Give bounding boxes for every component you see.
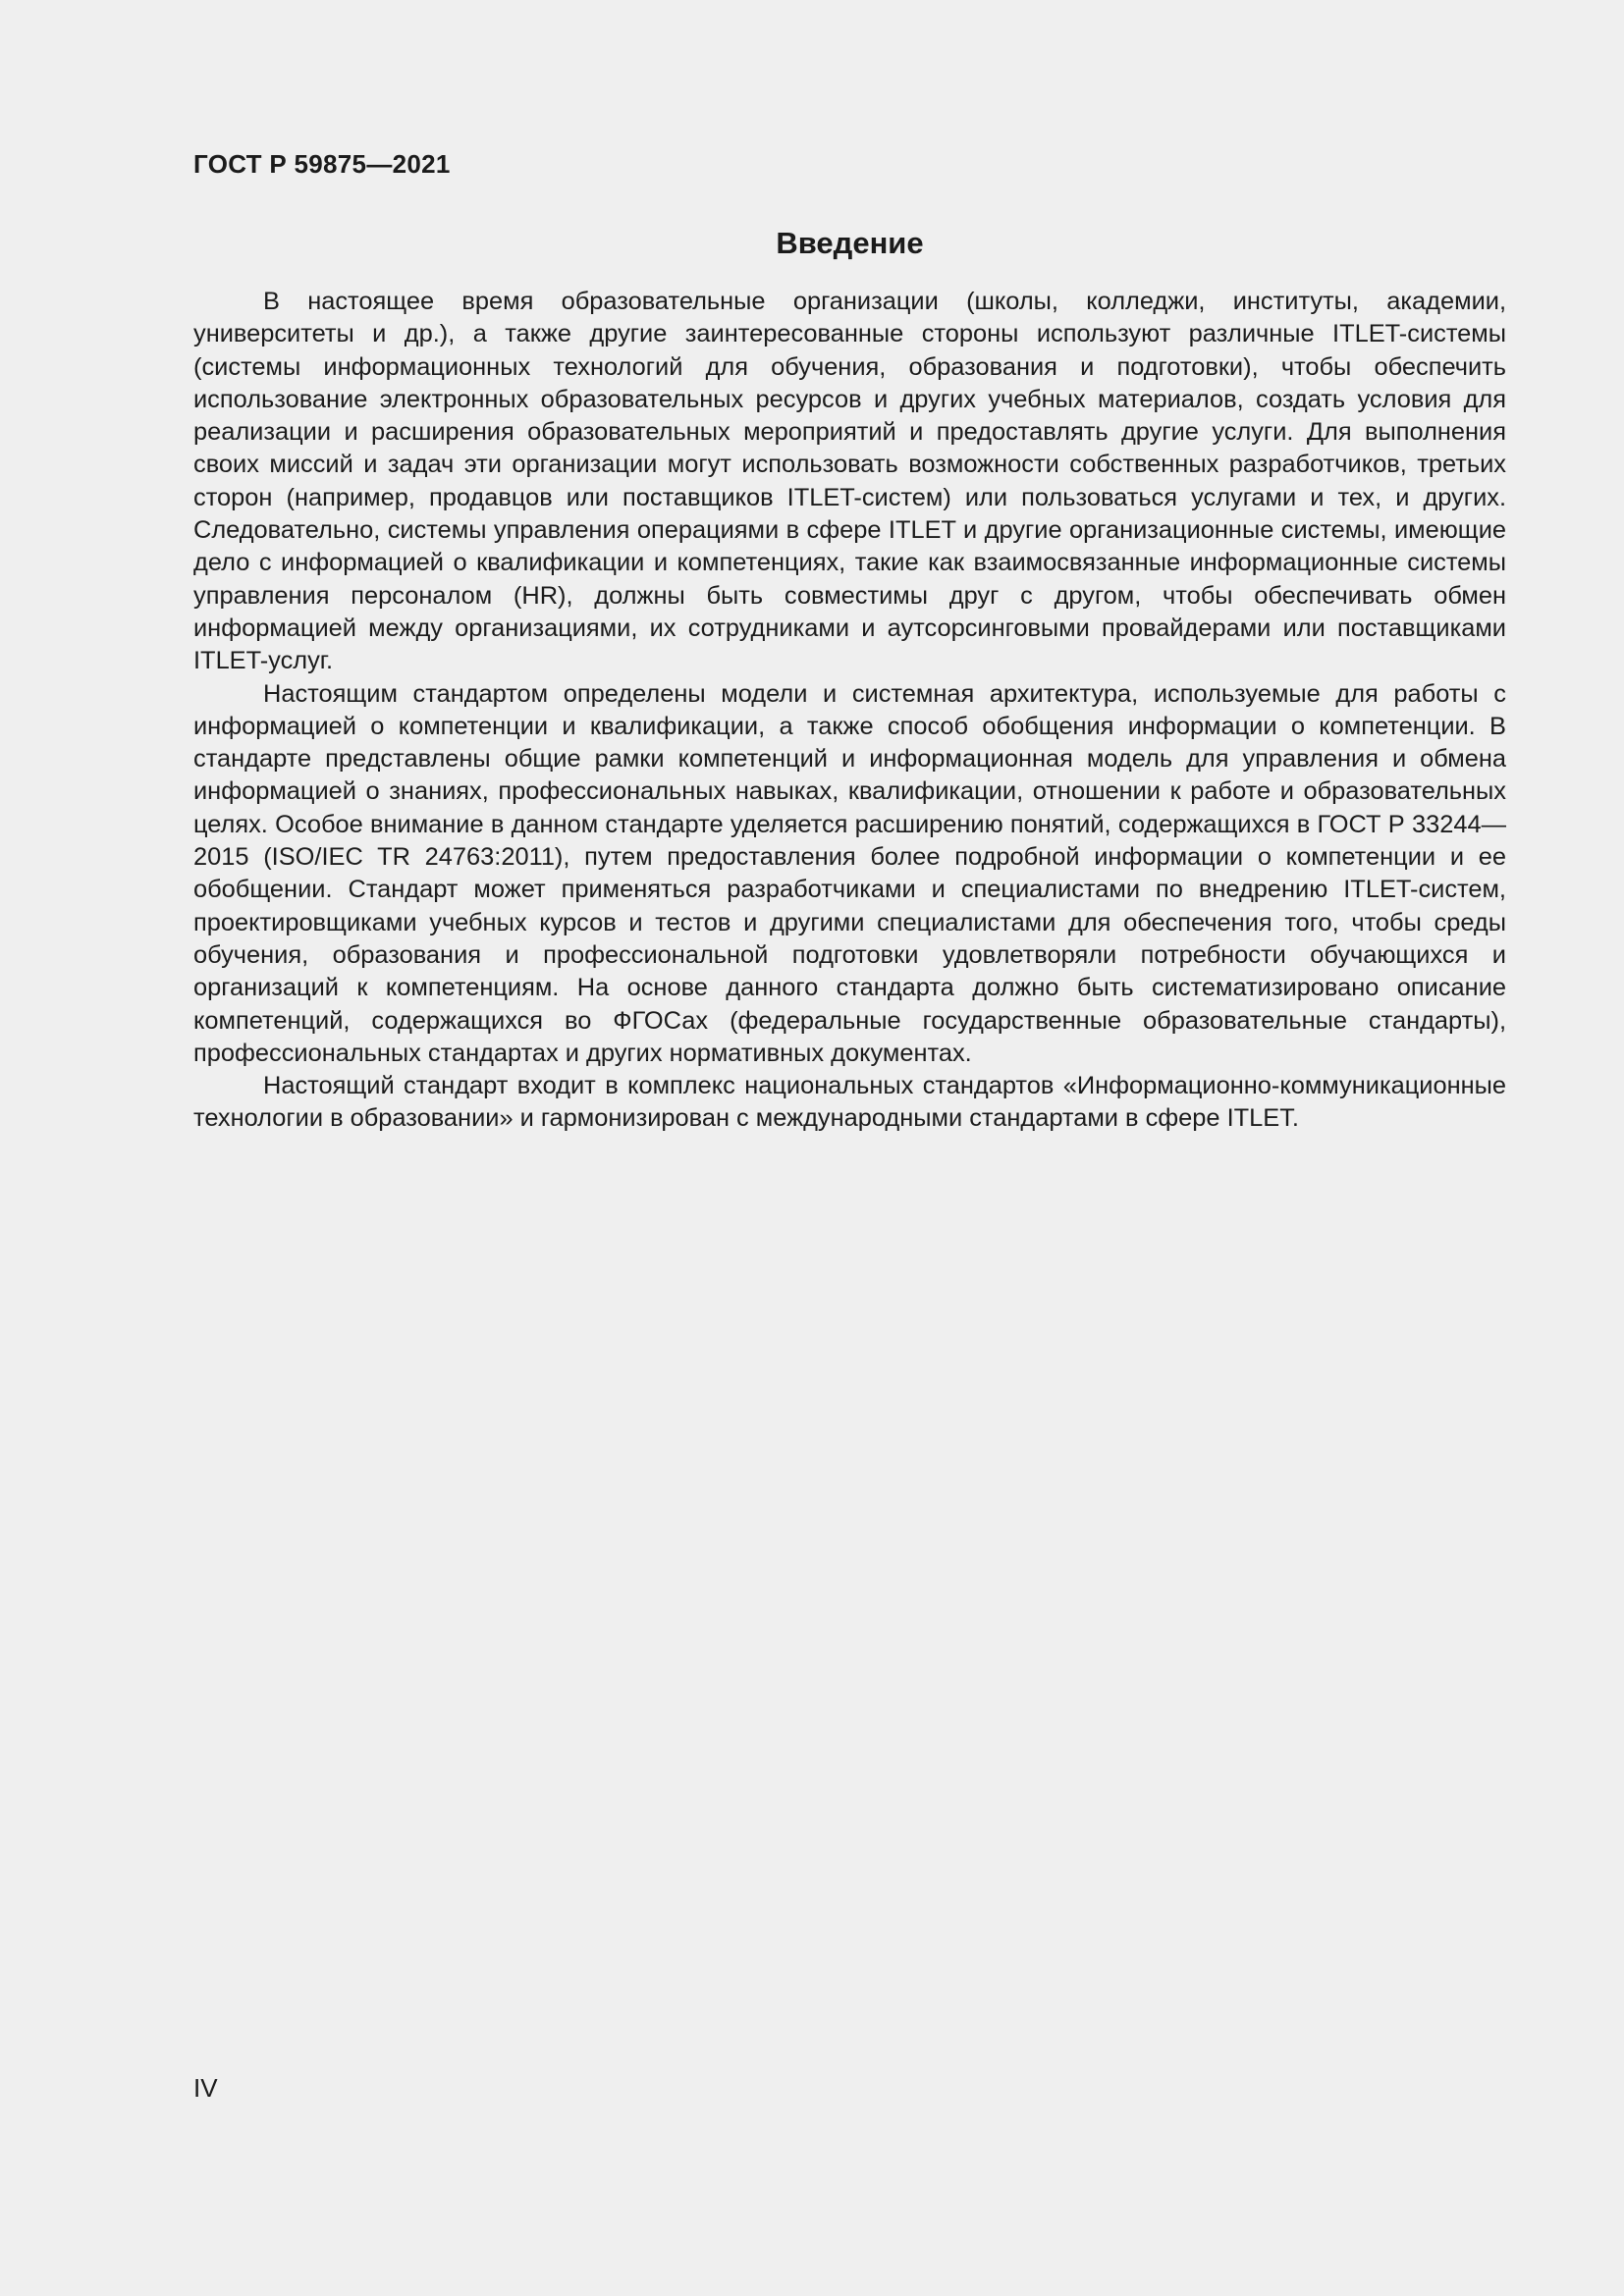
section-body [193,286,1506,1136]
page-number: IV [193,2073,218,2103]
paragraph-1: В настоящее время образовательные организации (школы, колледжи, институты, академии, университеты и др.), а также другие заинтересованные стороны используют различные ITLET-системы (системы информационных технологий для обучения, образования и подготовки), чтобы обеспечить использование электронных образовательных ресурсов и других учебных материалов, создать условия для реализации и расширения образовательных мероприятий и предоставлять другие услуги. Для выполнения своих миссий и задач эти организации могут использовать возможности собственных разработчиков, третьих сторон (например, продавцов или поставщиков ITLET-систем) или пользоваться услугами и тех, и других. Следовательно, системы управления операциями в сфере ITLET и другие организационные системы, имеющие дело с информацией о квалификации и компетенциях, такие как взаимосвязанные информационные системы управления персоналом (HR), должны быть совместимы друг с другом, чтобы обеспечивать обмен информацией между организациями, их сотрудниками и аутсорсинговыми провайдерами или поставщиками ITLET-услуг. [193,288,1506,675]
paragraph-3: Настоящий стандарт входит в комплекс национальных стандартов «Информационно-коммуникационные технологии в образовании» и гармонизирован с международными стандартами в сфере ITLET. [193,1072,1506,1133]
document-code: ГОСТ Р 59875—2021 [193,149,451,179]
paragraph-2: Настоящим стандартом определены модели и системная архитектура, используемые для работы с информацией о компетенции и квалификации, а также способ обобщения информации о компетенции. В стандарте представлены общие рамки компетенций и информационная модель для управления и обмена информацией о знаниях, профессиональных навыках, квалификации, отношении к работе и образовательных целях. Особое внимание в данном стандарте уделяется расширению понятий, содержащихся в ГОСТ Р 33244—2015 (ISO/IEC TR 24763:2011), путем предоставления более подробной информации о компетенции и ее обобщении. Стандарт может применяться разработчиками и специалистами по внедрению ITLET-систем, проектировщиками учебных курсов и тестов и другими специалистами для обеспечения того, чтобы среды обучения, образования и профессиональной подготовки удовлетворяли потребности обучающихся и организаций к компетенциям. На основе данного стандарта должно быть систематизировано описание компетенций, содержащихся во ФГОСах (федеральные государственные образовательные стандарты), профессиональных стандартах и других нормативных документах. [193,679,1506,1067]
section-title: Введение [776,226,924,260]
